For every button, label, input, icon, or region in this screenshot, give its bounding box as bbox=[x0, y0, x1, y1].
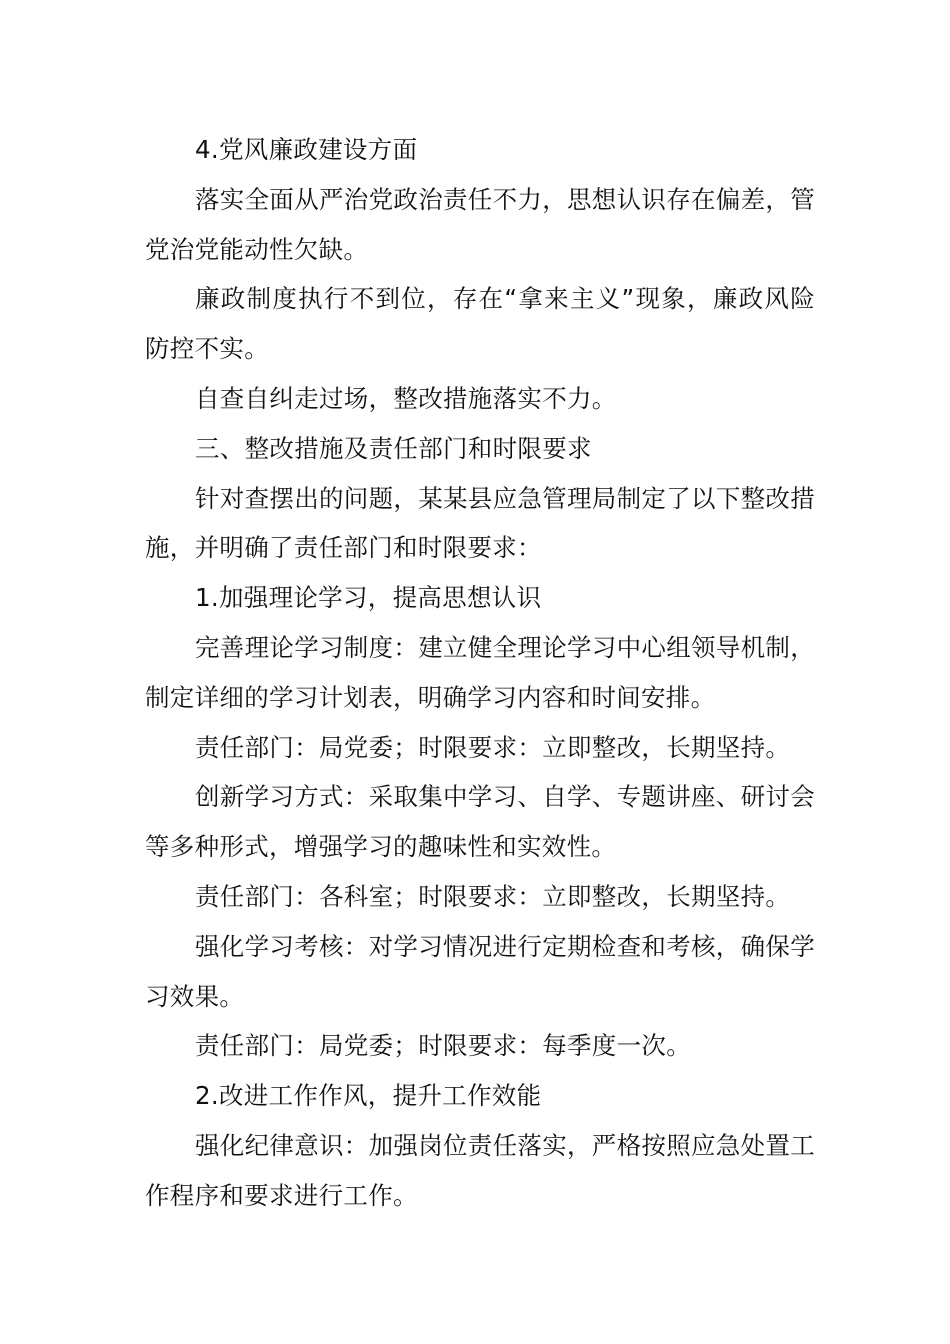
paragraph: 廉政制度执行不到位，存在“拿来主义”现象，廉政风险防控不实。 bbox=[145, 284, 815, 364]
paragraph: 完善理论学习制度：建立健全理论学习中心组领导机制，制定详细的学习计划表，明确学习内容和时间安排。 bbox=[145, 632, 815, 712]
paragraph: 自查自纠走过场，整改措施落实不力。 bbox=[195, 383, 617, 413]
paragraph: 强化纪律意识：加强岗位责任落实，严格按照应急处置工作程序和要求进行工作。 bbox=[145, 1130, 815, 1210]
paragraph: 责任部门：各科室；时限要求：立即整改，长期坚持。 bbox=[195, 881, 791, 911]
paragraph: 针对查摆出的问题，某某县应急管理局制定了以下整改措施，并明确了责任部门和时限要求： bbox=[145, 483, 815, 563]
paragraph: 责任部门：局党委；时限要求：立即整改，长期坚持。 bbox=[195, 732, 791, 762]
section-heading: 1.加强理论学习，提高思想认识 bbox=[195, 583, 542, 613]
section-heading: 三、整改措施及责任部门和时限要求 bbox=[195, 433, 592, 463]
section-heading: 4.党风廉政建设方面 bbox=[195, 135, 418, 164]
paragraph: 责任部门：局党委；时限要求：每季度一次。 bbox=[195, 1031, 691, 1061]
section-heading: 2.改进工作作风，提升工作效能 bbox=[195, 1081, 542, 1111]
paragraph: 创新学习方式：采取集中学习、自学、专题讲座、研讨会等多种形式，增强学习的趣味性和实效性。 bbox=[145, 782, 815, 862]
paragraph: 落实全面从严治党政治责任不力，思想认识存在偏差，管党治党能动性欠缺。 bbox=[145, 184, 815, 264]
document-body bbox=[145, 125, 815, 1221]
paragraph: 强化学习考核：对学习情况进行定期检查和考核，确保学习效果。 bbox=[145, 931, 815, 1011]
